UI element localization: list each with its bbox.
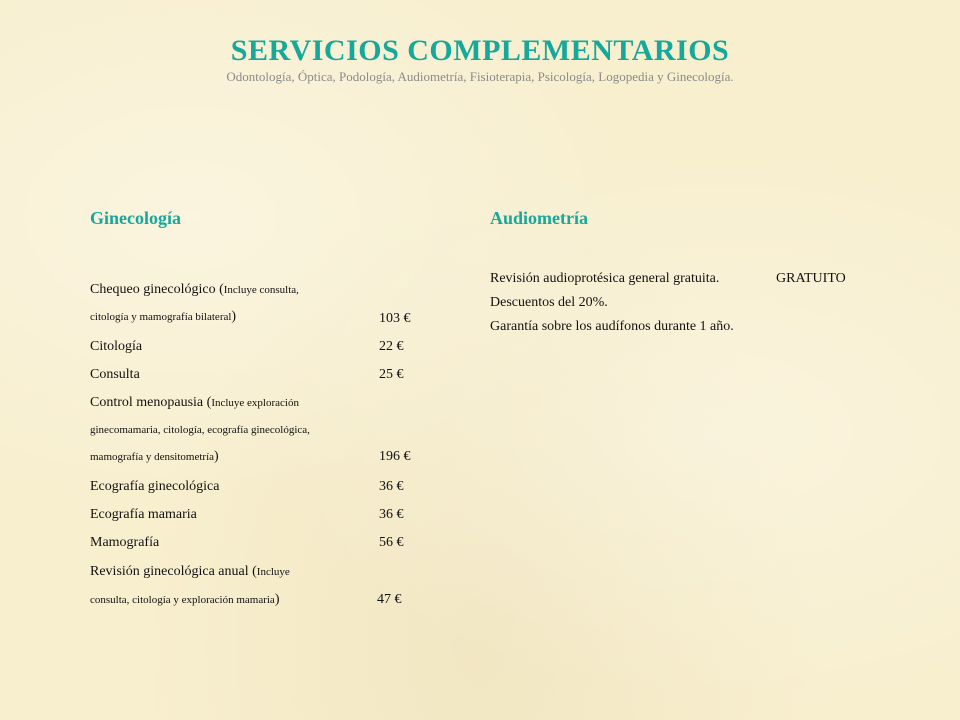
gratuito-label: GRATUITO (776, 271, 846, 286)
list-item-consulta (90, 366, 430, 384)
item-name: Ecografía ginecológica (90, 479, 220, 494)
item-price: 47 € (377, 592, 402, 607)
list-item-ecografia-gin (90, 478, 430, 496)
list-item-menopausia (90, 394, 430, 412)
item-detail: consulta, citología y exploración mamaria (90, 594, 275, 606)
list-item-ecografia-mam (90, 506, 430, 524)
item-price: 36 € (379, 479, 404, 494)
list-item-menopausia-detail-2 (90, 448, 430, 466)
item-detail: mamografía y densitometría (90, 451, 215, 463)
item-close: ) (274, 592, 280, 607)
item-close: ) (231, 309, 237, 324)
item-detail: citología y mamografía bilateral (90, 311, 232, 323)
list-item-chequeo (90, 281, 430, 299)
item-price: 22 € (379, 339, 404, 354)
item-detail: Incluye exploración (211, 397, 299, 409)
item-price: 56 € (379, 535, 404, 550)
item-close: ) (214, 449, 219, 464)
list-item-mamografia (90, 534, 430, 552)
item-price: 103 € (379, 311, 411, 326)
item-name: Ecografía mamaria (90, 507, 197, 522)
item-name: Mamografía (90, 535, 160, 550)
item-name: Revisión ginecológica anual ( (90, 564, 257, 579)
audiometria-heading: Audiometría (490, 208, 588, 228)
item-price: 36 € (379, 507, 404, 522)
item-price: 196 € (379, 449, 411, 464)
list-item-menopausia-detail (90, 421, 430, 439)
item-detail: ginecomamaria, citología, ecografía ginecológica, (90, 424, 310, 436)
list-item-revision (90, 563, 430, 581)
item-detail: Incluye consulta, (223, 284, 299, 296)
audiometria-line-descuentos: Descuentos del 20%. (490, 295, 608, 310)
item-name: Control menopausia ( (90, 395, 212, 410)
page-subtitle: Odontología, Óptica, Podología, Audiometría, Fisioterapia, Psicología, Logopedia y Ginecología. (226, 69, 734, 84)
audiometria-line-revision: Revisión audioprotésica general gratuita. (490, 271, 720, 286)
page-header (0, 34, 960, 85)
page-title: SERVICIOS COMPLEMENTARIOS (230, 34, 730, 67)
ginecologia-heading: Ginecología (90, 208, 181, 228)
list-item-chequeo-detail (90, 308, 430, 326)
item-name: Citología (90, 339, 143, 354)
item-price: 25 € (379, 367, 404, 382)
item-name: Chequeo ginecológico ( (90, 282, 224, 297)
item-detail: Incluye (256, 566, 290, 578)
item-name: Consulta (90, 367, 140, 382)
list-item-revision-detail (90, 591, 430, 609)
audiometria-line-garantia: Garantía sobre los audífonos durante 1 año. (490, 319, 734, 334)
list-item-citologia (90, 338, 430, 356)
